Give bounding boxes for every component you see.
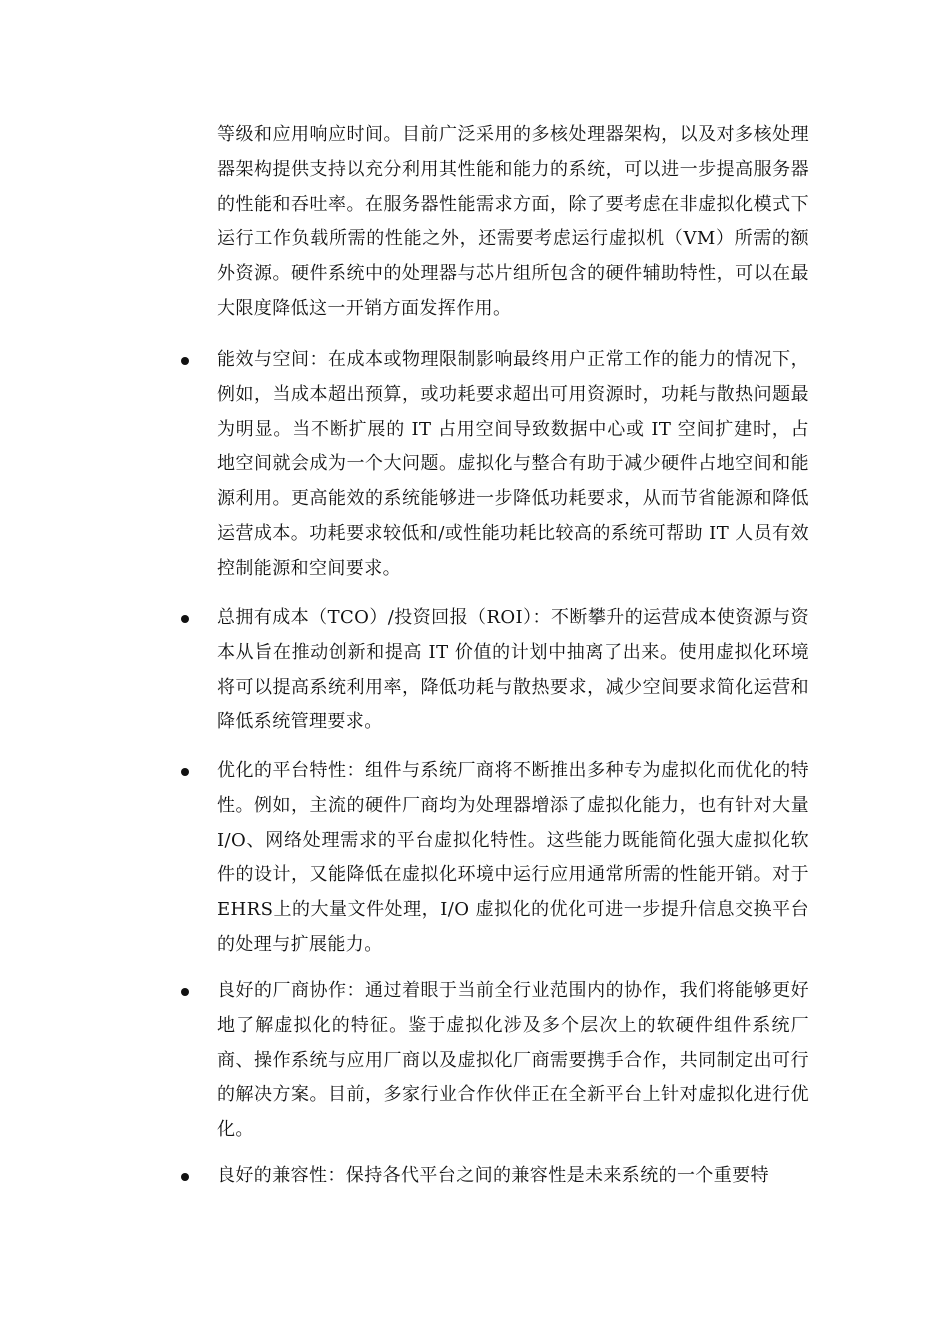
bullet-dot-icon [181,357,189,365]
list-item-text: 良好的厂商协作：通过着眼于当前全行业范围内的协作，我们将能够更好地了解虚拟化的特征。鉴于虚拟化涉及多个层次上的软硬件组件系统厂商、操作系统与应用厂商以及虚拟化厂商需要携手合作，共同制定出可行的解决方案。目前，多家行业合作伙伴正在全新平台上针对虚拟化进行优化。 [217,980,809,1141]
list-item-text: 优化的平台特性：组件与系统厂商将不断推出多种专为虚拟化而优化的特性。例如，主流的硬件厂商均为处理器增添了虚拟化能力，也有针对大量I/O、网络处理需求的平台虚拟化特性。这些能力既能简化强大虚拟化软件的设计，又能降低在虚拟化环境中运行应用通常所需的性能开销。对于EHRS上的大量文件处理，I/O 虚拟化的优化可进一步提升信息交换平台的处理与扩展能力。 [217,760,809,955]
list-item-text: 良好的兼容性：保持各代平台之间的兼容性是未来系统的一个重要特 [217,1165,769,1186]
list-item [0,601,950,751]
continuation-paragraph: 等级和应用响应时间。目前广泛采用的多核处理器架构，以及对多核处理器架构提供支持以充分利用其性能和能力的系统，可以进一步提高服务器的性能和吞吐率。在服务器性能需求方面，除了要考虑在非虚拟化模式下运行工作负载所需的性能之外，还需要考虑运行虚拟机（VM）所需的额外资源。硬件系统中的处理器与芯片组所包含的硬件辅助特性，可以在最大限度降低这一开销方面发挥作用。 [217,124,809,319]
bullet-dot-icon [181,615,189,623]
list-item [0,974,950,1159]
bullet-dot-icon [181,1173,189,1181]
bullet-dot-icon [181,988,189,996]
list-item [0,343,950,598]
bullet-dot-icon [181,768,189,776]
list-item-text: 能效与空间：在成本或物理限制影响最终用户正常工作的能力的情况下，例如，当成本超出预算，或功耗要求超出可用资源时，功耗与散热问题最为明显。当不断扩展的 IT 占用空间导致数据中心或 IT 空间扩建时，占地空间就会成为一个大问题。虚拟化与整合有助于减少硬件占地空间和能源利用。更高能效的系统能够进一步降低功耗要求，从而节省能源和降低运营成本。功耗要求较低和/或性能功耗比较高的系统可帮助 IT 人员有效控制能源和空间要求。 [217,349,809,579]
list-item [0,1159,950,1199]
list-item-text: 总拥有成本（TCO）/投资回报（ROI）：不断攀升的运营成本使资源与资本从旨在推动创新和提高 IT 价值的计划中抽离了出来。使用虚拟化环境将可以提高系统利用率，降低功耗与散热要求，减少空间要求简化运营和降低系统管理要求。 [217,607,809,733]
list-item [0,754,950,974]
